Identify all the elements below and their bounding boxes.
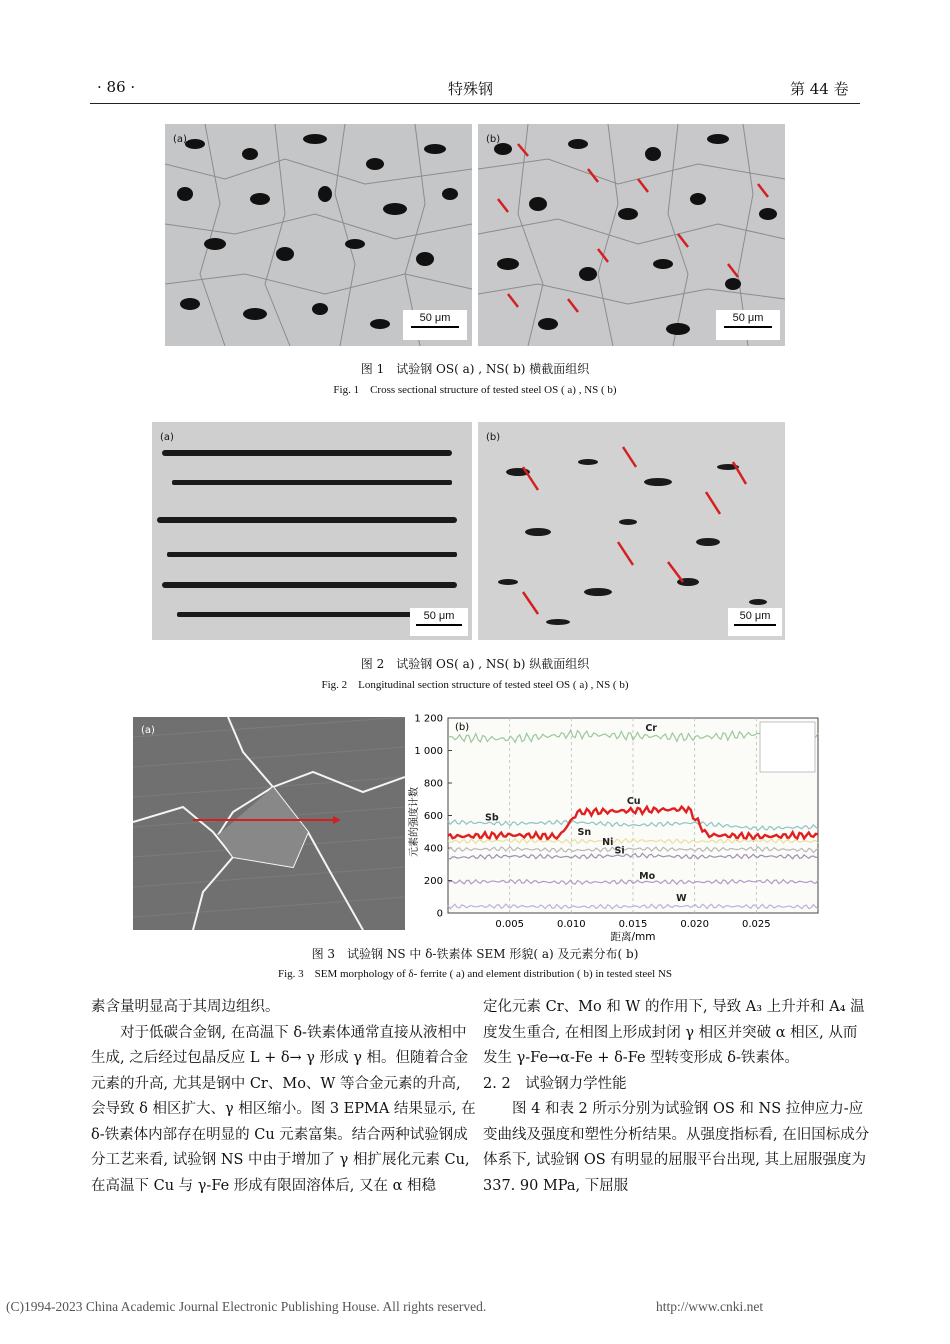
body-right-paragraph: 定化元素 Cr、Mo 和 W 的作用下, 导致 A₃ 上升并和 A₄ 温度发生重合, 在相图上形成封闭 γ 相区并突破 α 相区, 从而发生 γ-Fe→α-Fe + δ-Fe 型转变形成 δ-铁素体。: [483, 999, 865, 1066]
body-left-column: [91, 995, 479, 1199]
body-left-paragraph: 素含量明显高于其周边组织。: [91, 999, 280, 1015]
body-right-column: [483, 995, 871, 1199]
fig3-a-label: (a): [141, 725, 155, 736]
x-tick-label: 0.010: [557, 919, 586, 930]
y-tick-label: 200: [423, 876, 443, 887]
x-tick-label: 0.005: [495, 919, 524, 930]
body-right-paragraph: 图 4 和表 2 所示分别为试验钢 OS 和 NS 拉伸应力-应变曲线及强度和塑性分析结果。从强度指标看, 在旧国标成分体系下, 试验钢 OS 有明显的屈服平台出现, 其上屈服强度为 337. 90 MPa, 下屈服: [483, 1101, 870, 1194]
y-tick-label: 0: [436, 908, 443, 920]
fig2-b-scalebar: [728, 608, 782, 636]
fig1-b-scalebar: [716, 310, 780, 340]
page-number: · 86 ·: [97, 78, 136, 96]
series-label-cr: Cr: [645, 723, 658, 734]
x-tick-label: 0.020: [680, 919, 709, 930]
fig2-a-scale-text: 50 μm: [423, 610, 455, 622]
footer-copyright: (C)1994-2023 China Academic Journal Electronic Publishing House. All rights reserved.: [6, 1299, 487, 1314]
x-tick-label: 0.025: [742, 919, 771, 930]
fig2-a-label: (a): [160, 432, 174, 443]
fig2-panel-b: [478, 422, 785, 640]
legend-box: [760, 722, 815, 772]
y-tick-label: 800: [423, 778, 443, 790]
y-axis-label: 元素的强度计数: [409, 787, 420, 857]
fig1-a-scalebar: [403, 310, 467, 340]
series-label-sn: Sn: [577, 827, 592, 838]
series-label-w: W: [676, 892, 687, 904]
series-label-sb: Sb: [485, 812, 499, 824]
y-tick-label: 600: [423, 811, 443, 822]
fig1-b-label: (b): [486, 134, 501, 145]
fig3-caption-cn: 图 3 试验钢 NS 中 δ-铁素体 SEM 形貌( a) 及元素分布( b): [311, 947, 639, 961]
chart-panel-label: (b): [455, 722, 470, 733]
x-tick-label: 0.015: [618, 919, 648, 930]
fig2-a-scalebar: [410, 608, 468, 636]
fig2-b-scale-text: 50 μm: [739, 610, 771, 622]
footer-url: http://www.cnki.net: [656, 1299, 764, 1314]
fig2-caption-cn: 图 2 试验钢 OS( a) , NS( b) 纵截面组织: [360, 657, 590, 671]
fig3-chart: [405, 712, 823, 944]
fig1-a-scale-text: 50 μm: [419, 312, 451, 324]
series-label-mo: Mo: [639, 870, 656, 882]
volume-label: 第 44 卷: [790, 80, 849, 98]
series-label-si: Si: [614, 845, 625, 857]
x-axis-label: 距离/mm: [610, 931, 656, 943]
fig2-b-label: (b): [486, 432, 501, 443]
fig1-b-scale-text: 50 μm: [732, 312, 764, 324]
fig1-panel-a: [165, 124, 472, 346]
fig1-caption-cn: 图 1 试验钢 OS( a) , NS( b) 横截面组织: [360, 362, 590, 376]
fig2-caption-en: Fig. 2 Longitudinal section structure of tested steel OS ( a) , NS ( b): [321, 679, 629, 691]
y-tick-label: 400: [423, 843, 443, 855]
section-heading: 2. 2 试验钢力学性能: [483, 1075, 627, 1092]
fig1-a-label: (a): [173, 134, 187, 145]
y-tick-label: 1 000: [414, 746, 443, 757]
fig3-caption-en: Fig. 3 SEM morphology of δ- ferrite ( a) and element distribution ( b) in tested steel NS: [277, 968, 673, 980]
fig1-panel-b: [478, 124, 785, 346]
fig3-a-sem-image: [133, 717, 405, 930]
body-left-paragraph: 对于低碳合金钢, 在高温下 δ-铁素体通常直接从液相中生成, 之后经过包晶反应 L + δ→ γ 形成 γ 相。但随着合金元素的升高, 尤其是钢中 Cr、Mo、W 等合金元素的升高, 会导致 δ 相区扩大、γ 相区缩小。图 3 EPMA 结果显示, 在 δ-铁素体内部存在明显的 Cu 元素富集。结合两种试验钢成分工艺来看, 试验钢 NS 中由于增加了 γ 相扩展化元素 Cu, 在高温下 Cu 与 γ-Fe 形成有限固溶体后, 又在 α 相稳: [91, 1024, 476, 1194]
series-label-cu: Cu: [626, 796, 641, 808]
fig3-panel-a: [133, 717, 405, 930]
element-distribution-chart: [405, 712, 823, 944]
y-tick-label: 1 200: [414, 713, 443, 725]
series-label-ni: Ni: [602, 836, 614, 848]
fig2-panel-a: [152, 422, 472, 640]
header-rule: [90, 103, 860, 104]
journal-title: 特殊钢: [448, 80, 494, 98]
fig1-caption-en: Fig. 1 Cross sectional structure of tested steel OS ( a) , NS ( b): [333, 384, 617, 396]
